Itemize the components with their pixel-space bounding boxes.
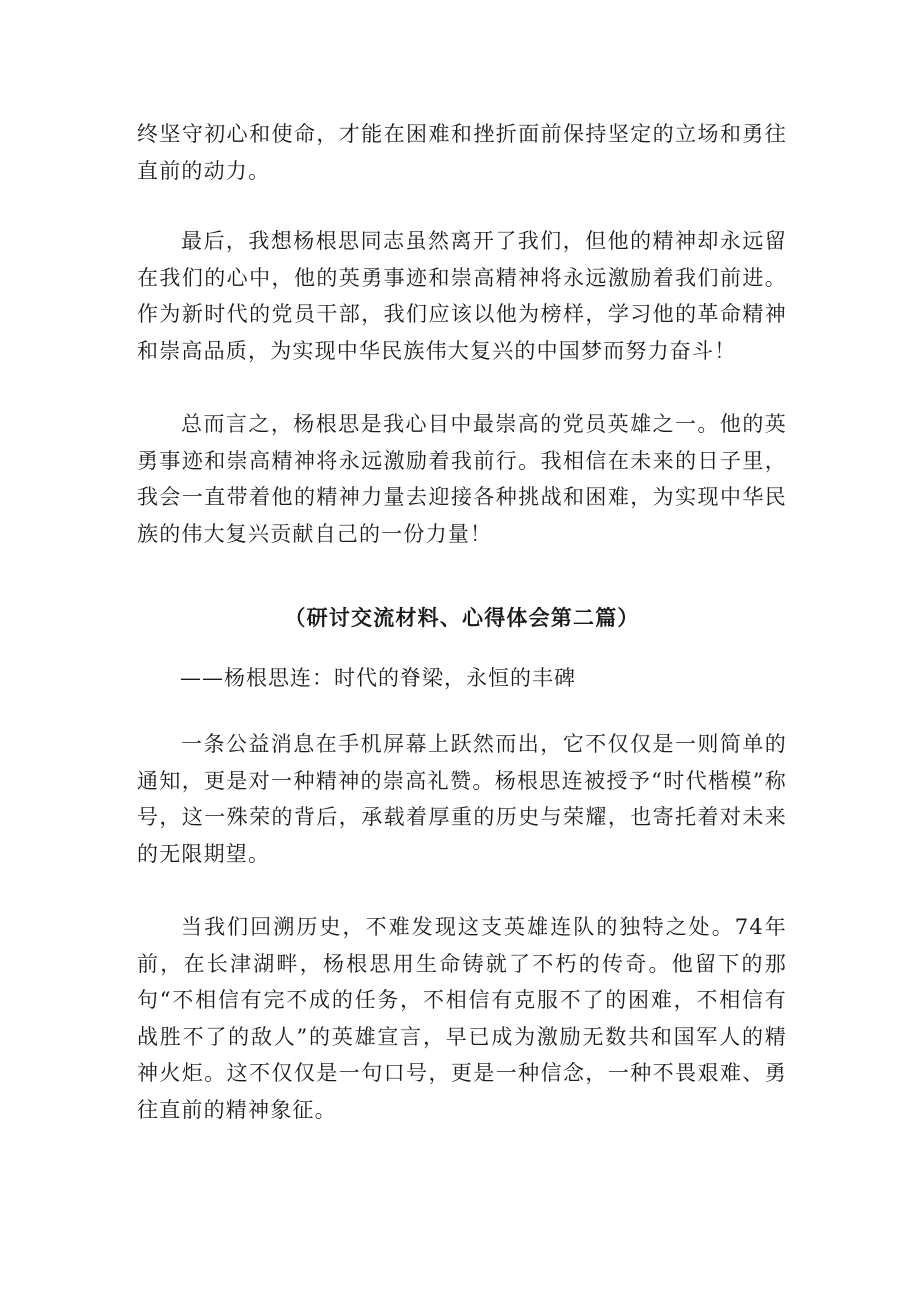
section-subtitle: ——杨根思连：时代的脊梁，永恒的丰碑	[180, 666, 576, 690]
paragraph-finally: 最后，我想杨根思同志虽然离开了我们，但他的精神却永远留在我们的心中，他的英勇事迹和崇高精神将永远激励着我们前进。作为新时代的党员干部，我们应该以他为榜样，学习他的革命精神和崇高品质，为实现中华民族伟大复兴的中国梦而努力奋斗！	[137, 229, 787, 363]
paragraph-conclusion: 总而言之，杨根思是我心目中最崇高的党员英雄之一。他的英勇事迹和崇高精神将永远激励着我前行。我相信在未来的日子里，我会一直带着他的精神力量去迎接各种挑战和困难，为实现中华民族的伟大复兴贡献自己的一份力量！	[137, 412, 787, 546]
paragraph-notification: 一条公益消息在手机屏幕上跃然而出，它不仅仅是一则简单的通知，更是对一种精神的崇高礼赞。杨根思连被授予“时代楷模”称号，这一殊荣的背后，承载着厚重的历史与荣耀，也寄托着对未来的无限期望。	[137, 732, 787, 866]
paragraph-continuation: 终坚守初心和使命，才能在困难和挫折面前保持坚定的立场和勇往直前的动力。	[137, 122, 787, 183]
paragraph-history: 当我们回溯历史，不难发现这支英雄连队的独特之处。74年前，在长津湖畔，杨根思用生命铸就了不朽的传奇。他留下的那句“不相信有完不成的任务，不相信有克服不了的困难，不相信有战胜不了的敌人”的英雄宣言，早已成为激励无数共和国军人的精神火炬。这不仅仅是一句口号，更是一种信念，一种不畏艰难、勇往直前的精神象征。	[137, 915, 787, 1122]
section-title: （研讨交流材料、心得体会第二篇）	[284, 605, 640, 630]
